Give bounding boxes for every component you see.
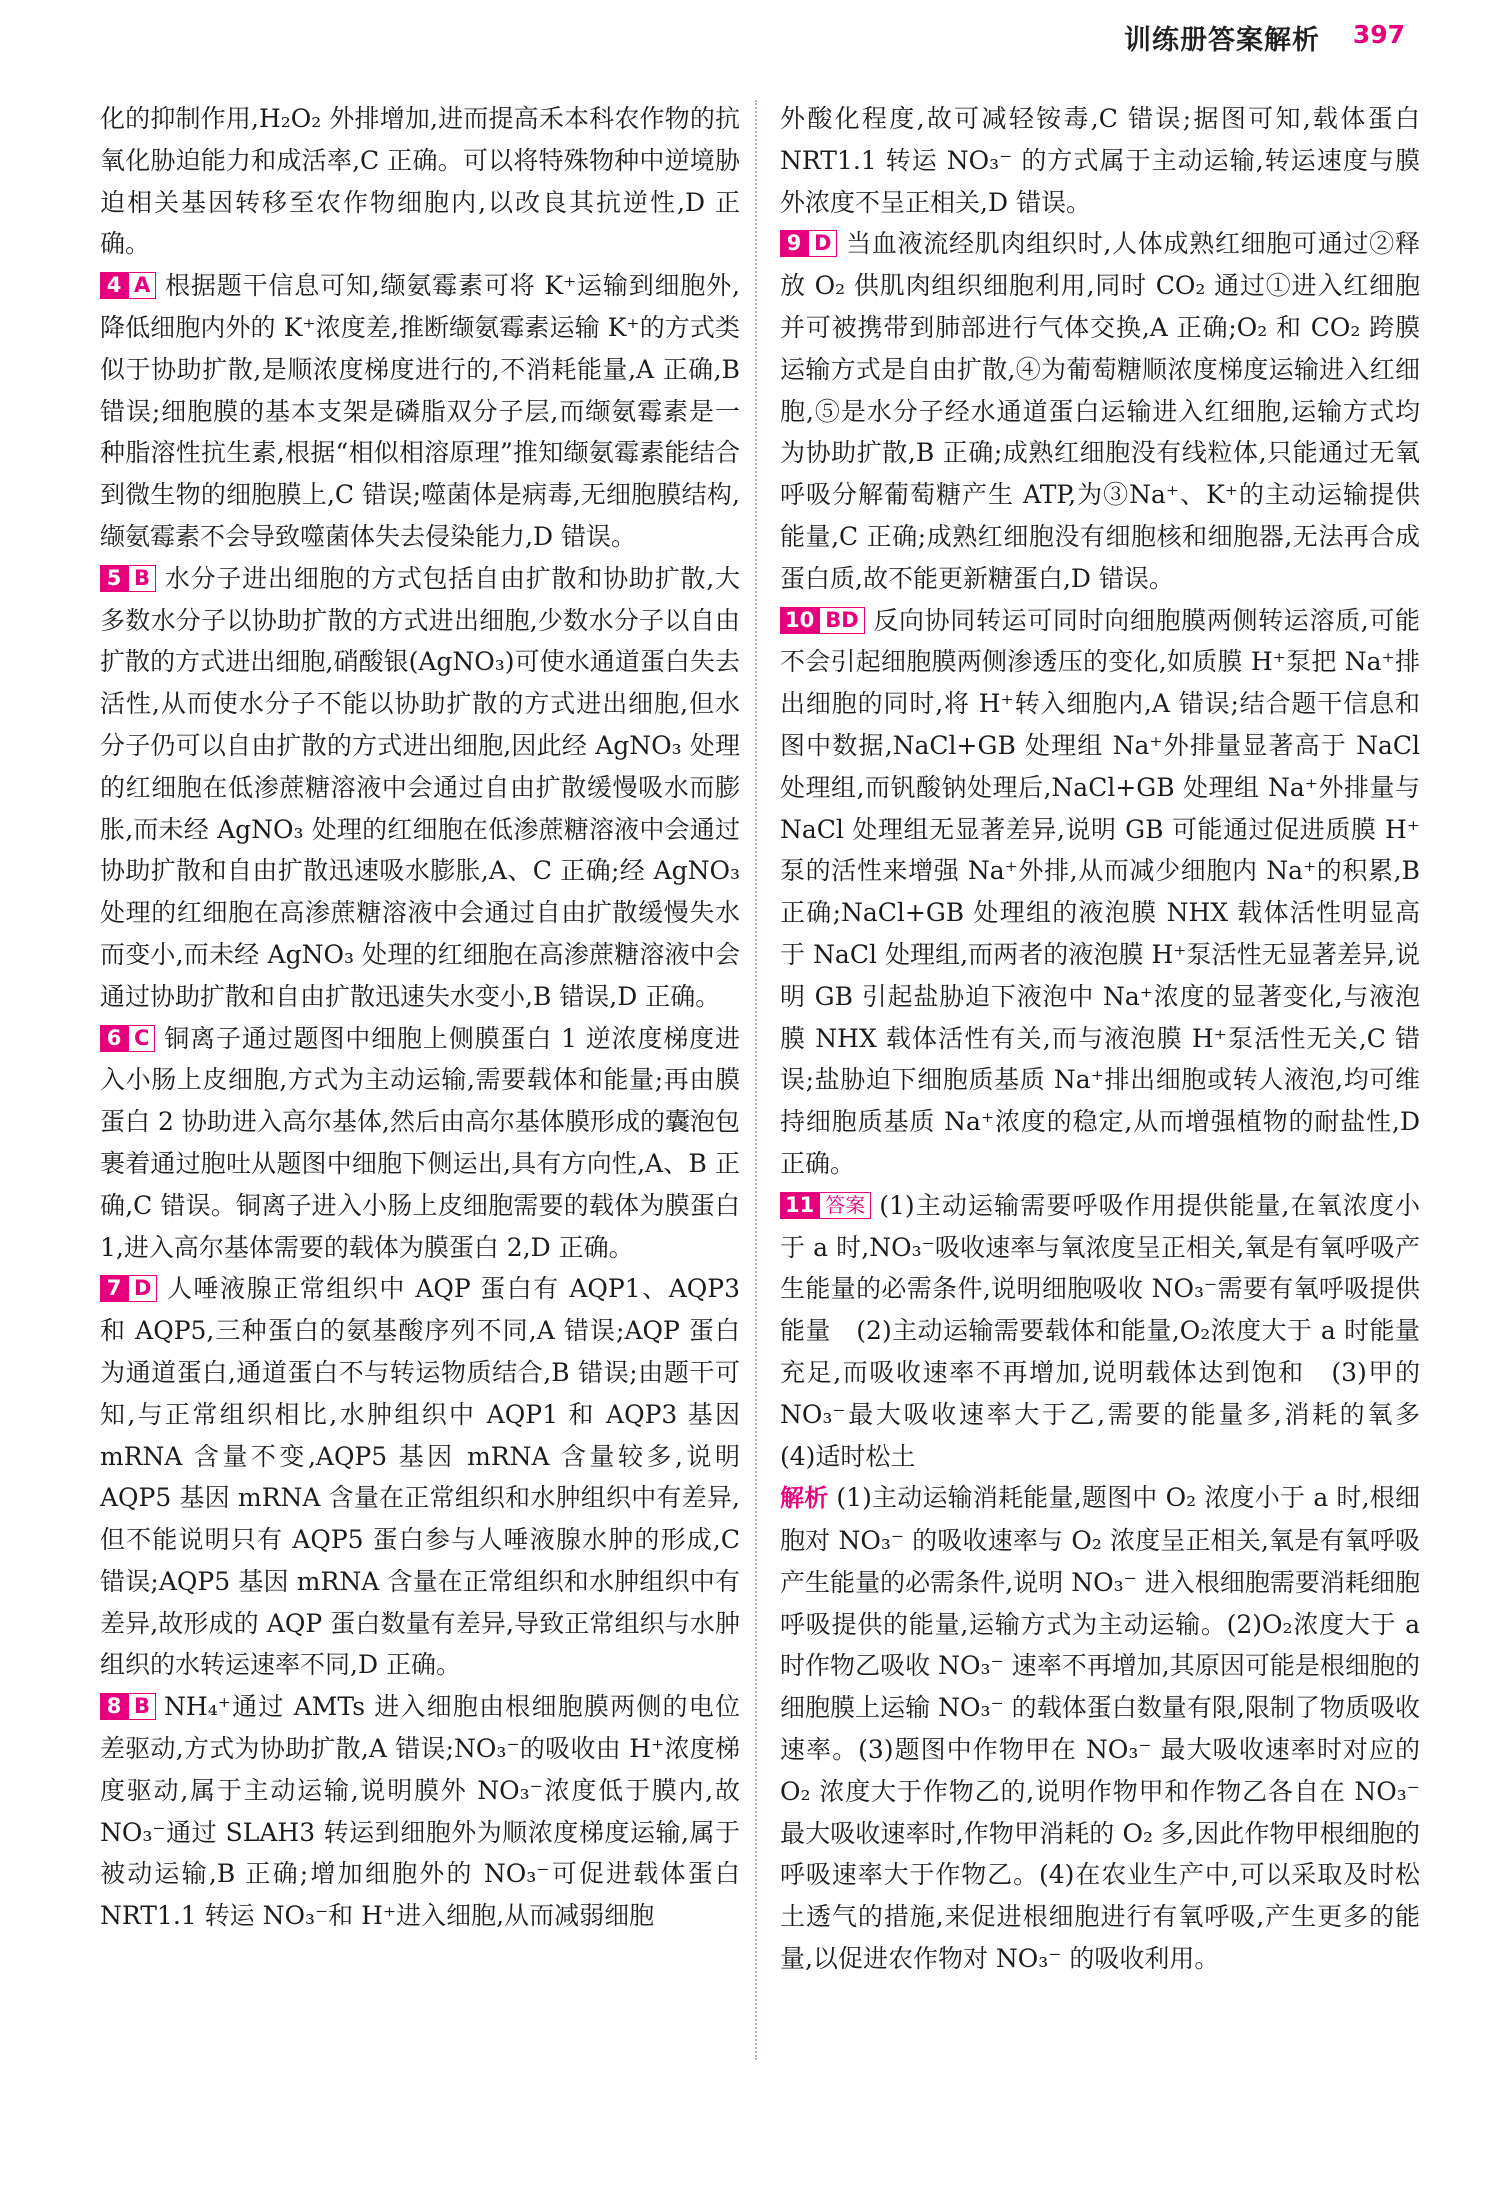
- question-11-analysis: [780, 1477, 1420, 1980]
- question-badge: [100, 1693, 156, 1720]
- page-number: 397: [1352, 20, 1405, 49]
- paragraph-text: 水分子进出细胞的方式包括自由扩散和协助扩散,大多数水分子以协助扩散的方式进出细胞,少数水分子以自由扩散的方式进出细胞,硝酸银(AgNO₃)可使水通道蛋白失去活性,从而使水分子不能以协助扩散的方式进出细胞,但水分子仍可以自由扩散的方式进出细胞,因此经 AgNO₃ 处理的红细胞在低渗蔗糖溶液中会通过自由扩散缓慢吸水而膨胀,而未经 AgNO₃ 处理的红细胞在低渗蔗糖溶液中会通过协助扩散和自由扩散迅速吸水膨胀,A、C 正确;经 AgNO₃ 处理的红细胞在高渗蔗糖溶液中会通过自由扩散缓慢失水而变小,而未经 AgNO₃ 处理的红细胞在高渗蔗糖溶液中会通过协助扩散和自由扩散迅速失水变小,B 错误,D 正确。: [100, 563, 740, 1011]
- answer-letter: BD: [819, 607, 864, 634]
- answer-letter: A: [128, 272, 156, 299]
- question-number: 11: [780, 1192, 819, 1219]
- question-badge: [780, 230, 837, 257]
- paragraph-text: NH₄⁺通过 AMTs 进入细胞由根细胞膜两侧的电位差驱动,方式为协助扩散,A 错误;NO₃⁻的吸收由 H⁺浓度梯度驱动,属于主动运输,说明膜外 NO₃⁻浓度低于膜内,故 NO₃⁻通过 SLAH3 转运到细胞外为顺浓度梯度运输,属于被动运输,B 正确;增加细胞外的 NO₃⁻可促进载体蛋白 NRT1.1 转运 NO₃⁻和 H⁺进入细胞,从而减弱细胞: [100, 1692, 740, 1931]
- question-number: 6: [100, 1025, 128, 1052]
- paragraph-text: 铜离子通过题图中细胞上侧膜蛋白 1 逆浓度梯度进入小肠上皮细胞,方式为主动运输,需要载体和能量;再由膜蛋白 2 协助进入高尔基体,然后由高尔基体膜形成的囊泡包裹着通过胞吐从题图中细胞下侧运出,具有方向性,A、B 正确,C 错误。铜离子进入小肠上皮细胞需要的载体为膜蛋白 1,进入高尔基体需要的载体为膜蛋白 2,D 正确。: [100, 1023, 740, 1262]
- question-9-explanation: [780, 223, 1420, 599]
- question-number: 5: [100, 565, 128, 592]
- question-badge: [100, 565, 156, 592]
- paragraph-text: 根据题干信息可知,缬氨霉素可将 K⁺运输到细胞外,降低细胞内外的 K⁺浓度差,推断缬氨霉素运输 K⁺的方式类似于协助扩散,是顺浓度梯度进行的,不消耗能量,A 正确,B 错误;细胞膜的基本支架是磷脂双分子层,而缬氨霉素是一种脂溶性抗生素,根据“相似相溶原理”推知缬氨霉素能结合到微生物的细胞膜上,C 错误;噬菌体是病毒,无细胞膜结构,缬氨霉素不会导致噬菌体失去侵染能力,D 错误。: [100, 271, 740, 551]
- question-number: 10: [780, 607, 819, 634]
- paragraph-text: (1)主动运输需要呼吸作用提供能量,在氧浓度小于 a 时,NO₃⁻吸收速率与氧浓度呈正相关,氧是有氧呼吸产生能量的必需条件,说明细胞吸收 NO₃⁻需要有氧呼吸提供能量 (2)主动运输需要载体和能量,O₂浓度大于 a 时能量充足,而吸收速率不再增加,说明载体达到饱和 (3)甲的 NO₃⁻最大吸收速率大于乙,需要的能量多,消耗的氧多 (4)适时松土: [780, 1190, 1446, 1471]
- analysis-label: 解析: [780, 1484, 829, 1513]
- header-title: 训练册答案解析: [1124, 25, 1320, 56]
- question-number: 4: [100, 272, 128, 299]
- question-badge: [780, 1192, 871, 1219]
- question-badge: [100, 272, 156, 299]
- question-6-explanation: [100, 1018, 740, 1269]
- paragraph-text: 化的抑制作用,H₂O₂ 外排增加,进而提高禾本科农作物的抗氧化胁迫能力和成活率,C 正确。可以将特殊物种中逆境胁迫相关基因转移至农作物细胞内,以改良其抗逆性,D 正确。: [100, 104, 740, 259]
- answer-letter: B: [128, 1693, 156, 1720]
- question-8-explanation: [100, 1686, 740, 1937]
- right-column: [780, 98, 1446, 1980]
- answer-letter: B: [128, 565, 156, 592]
- page-header: [0, 0, 1510, 78]
- question-number: 8: [100, 1693, 128, 1720]
- question-10-explanation: [780, 600, 1420, 1185]
- question-badge: [100, 1025, 155, 1052]
- answer-letter: C: [128, 1025, 155, 1052]
- continuation-paragraph: [100, 98, 740, 265]
- question-4-explanation: [100, 265, 740, 558]
- answer-letter: D: [128, 1275, 157, 1302]
- question-5-explanation: [100, 558, 740, 1018]
- paragraph-text: 当血液流经肌肉组织时,人体成熟红细胞可通过②释放 O₂ 供肌肉组织细胞利用,同时 CO₂ 通过①进入红细胞并可被携带到肺部进行气体交换,A 正确;O₂ 和 CO₂ 跨膜运输方式是自由扩散,④为葡萄糖顺浓度梯度运输进入红细胞,⑤是水分子经水通道蛋白运输进入红细胞,运输方式均为协助扩散,B 正确;成熟红细胞没有线粒体,只能通过无氧呼吸分解葡萄糖产生 ATP,为③Na⁺、K⁺的主动运输提供能量,C 正确;成熟红细胞没有细胞核和细胞器,无法再合成蛋白质,故不能更新糖蛋白,D 错误。: [780, 229, 1420, 593]
- left-column: [100, 98, 740, 1937]
- question-badge: [100, 1275, 157, 1302]
- question-number: 7: [100, 1275, 128, 1302]
- paragraph-text: 外酸化程度,故可减轻铵毒,C 错误;据图可知,载体蛋白 NRT1.1 转运 NO₃⁻ 的方式属于主动运输,转运速度与膜外浓度不呈正相关,D 错误。: [780, 104, 1420, 217]
- answer-label: 答案: [819, 1192, 871, 1219]
- answer-letter: D: [808, 230, 837, 257]
- question-11-answer: [780, 1185, 1446, 1478]
- question-7-explanation: [100, 1268, 740, 1686]
- question-badge: [780, 607, 865, 634]
- paragraph-text: 反向协同转运可同时向细胞膜两侧转运溶质,可能不会引起细胞膜两侧渗透压的变化,如质膜 H⁺泵把 Na⁺排出细胞的同时,将 H⁺转入细胞内,A 错误;结合题干信息和图中数据,NaCl+GB 处理组 Na⁺外排量显著高于 NaCl 处理组,而钒酸钠处理后,NaCl+GB 处理组 Na⁺外排量与 NaCl 处理组无显著差异,说明 GB 可能通过促进质膜 H⁺泵的活性来增强 Na⁺外排,从而减少细胞内 Na⁺的积累,B 正确;NaCl+GB 处理组的液泡膜 NHX 载体活性明显高于 NaCl 处理组,而两者的液泡膜 H⁺泵活性无显著差异,说明 GB 引起盐胁迫下液泡中 Na⁺浓度的显著变化,与液泡膜 NHX 载体活性有关,而与液泡膜 H⁺泵活性无关,C 错误;盐胁迫下细胞质基质 Na⁺排出细胞或转人液泡,均可维持细胞质基质 Na⁺浓度的稳定,从而增强植物的耐盐性,D 正确。: [780, 605, 1420, 1178]
- question-number: 9: [780, 230, 808, 257]
- paragraph-text: 人唾液腺正常组织中 AQP 蛋白有 AQP1、AQP3 和 AQP5,三种蛋白的氨基酸序列不同,A 错误;AQP 蛋白为通道蛋白,通道蛋白不与转运物质结合,B 错误;由题干可知,与正常组织相比,水肿组织中 AQP1 和 AQP3 基因 mRNA 含量不变,AQP5 基因 mRNA 含量较多,说明 AQP5 基因 mRNA 含量在正常组织和水肿组织中有差异,但不能说明只有 AQP5 蛋白参与人唾液腺水肿的形成,C 错误;AQP5 基因 mRNA 含量在正常组织和水肿组织中有差异,故形成的 AQP 蛋白数量有差异,导致正常组织与水肿组织的水转运速率不同,D 正确。: [100, 1274, 740, 1680]
- continuation-paragraph: [780, 98, 1420, 223]
- column-divider: [755, 100, 757, 2060]
- paragraph-text: (1)主动运输消耗能量,题图中 O₂ 浓度小于 a 时,根细胞对 NO₃⁻ 的吸收速率与 O₂ 浓度呈正相关,氧是有氧呼吸产生能量的必需条件,说明 NO₃⁻ 进入根细胞需要消耗细胞呼吸提供的能量,运输方式为主动运输。(2)O₂浓度大于 a 时作物乙吸收 NO₃⁻ 速率不再增加,其原因可能是根细胞的细胞膜上运输 NO₃⁻ 的载体蛋白数量有限,限制了物质吸收速率。(3)题图中作物甲在 NO₃⁻ 最大吸收速率时对应的 O₂ 浓度大于作物乙的,说明作物甲和作物乙各自在 NO₃⁻ 最大吸收速率时,作物甲消耗的 O₂ 多,因此作物甲根细胞的呼吸速率大于作物乙。(4)在农业生产中,可以采取及时松土透气的措施,来促进根细胞进行有氧呼吸,产生更多的能量,以促进农作物对 NO₃⁻ 的吸收利用。: [780, 1483, 1420, 1974]
